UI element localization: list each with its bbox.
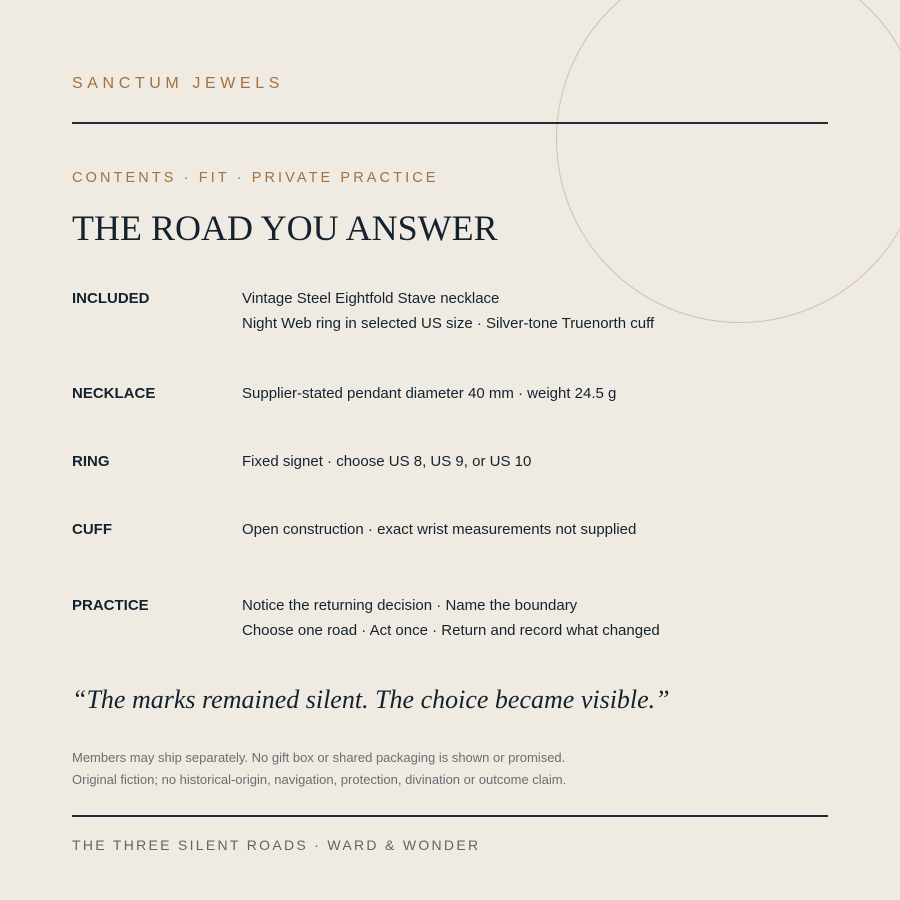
disclaimer-line: Members may ship separately. No gift box or shared packaging is shown or promised. (72, 750, 566, 765)
row-text: Fixed signet · choose US 8, US 9, or US 10 (242, 453, 532, 470)
row-text: Choose one road · Act once · Return and record what changed (242, 622, 660, 639)
row-text: Notice the returning decision · Name the boundary (242, 597, 578, 614)
disclaimer-line: Original fiction; no historical-origin, navigation, protection, divination or outcome claim. (72, 772, 567, 787)
brand-name: SANCTUM JEWELS (72, 75, 284, 92)
row-text: Open construction · exact wrist measurements not supplied (242, 521, 637, 538)
row-label: INCLUDED (72, 290, 150, 307)
row-text: Supplier-stated pendant diameter 40 mm · weight 24.5 g (242, 385, 617, 402)
pull-quote: “The marks remained silent. The choice became visible.” (72, 685, 670, 714)
top-divider (72, 122, 828, 124)
decorative-circle (556, 0, 900, 323)
page-title: THE ROAD YOU ANSWER (72, 208, 498, 248)
row-label: CUFF (72, 521, 112, 538)
row-label: PRACTICE (72, 597, 149, 614)
bottom-divider (72, 815, 828, 817)
row-text: Vintage Steel Eightfold Stave necklace (242, 290, 500, 307)
footer-credit: THE THREE SILENT ROADS · WARD & WONDER (72, 837, 481, 853)
section-eyebrow: CONTENTS · FIT · PRIVATE PRACTICE (72, 170, 439, 186)
row-text: Night Web ring in selected US size · Silver-tone Truenorth cuff (242, 315, 655, 332)
row-label: NECKLACE (72, 385, 156, 402)
row-label: RING (72, 453, 110, 470)
